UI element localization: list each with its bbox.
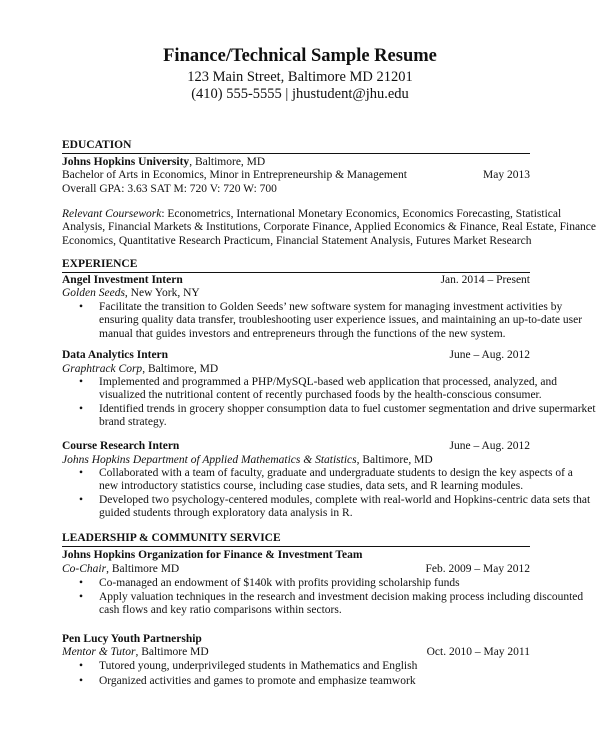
bullet-icon: • bbox=[79, 467, 84, 479]
org-role-line bbox=[62, 562, 179, 576]
education-divider bbox=[62, 153, 530, 154]
job-title: Data Analytics Intern bbox=[62, 349, 169, 361]
job-location: , New York, NY bbox=[124, 287, 200, 299]
org-role-line bbox=[62, 645, 209, 659]
org-location: , Baltimore MD bbox=[135, 646, 209, 658]
leadership-divider bbox=[62, 546, 530, 547]
address-line: 123 Main Street, Baltimore MD 21201 bbox=[187, 69, 413, 85]
bullet-icon: • bbox=[79, 301, 84, 313]
job-bullet bbox=[99, 403, 596, 430]
org-date: Oct. 2010 – May 2011 bbox=[426, 646, 530, 658]
bullet-line: visualized the nutritional content of recently purchased foods by the health-conscious consumer. bbox=[99, 389, 542, 402]
job-date: June – Aug. 2012 bbox=[449, 349, 530, 361]
job-bullet bbox=[99, 494, 590, 521]
job-org-line bbox=[62, 362, 218, 376]
org-bullet bbox=[99, 591, 583, 618]
job-org: Johns Hopkins Department of Applied Mathematics & Statistics bbox=[62, 454, 357, 466]
org-bullet bbox=[99, 577, 460, 590]
school-location: , Baltimore, MD bbox=[189, 156, 266, 168]
leadership-heading: LEADERSHIP & COMMUNITY SERVICE bbox=[62, 532, 281, 544]
bullet-line: Organized activities and games to promote and emphasize teamwork bbox=[99, 675, 416, 687]
coursework-text: : Econometrics, International Monetary Economics, Economics Forecasting, Statistical bbox=[161, 208, 562, 220]
bullet-line: Developed two psychology-centered modules, complete with real-world and Hopkins-centric data sets that bbox=[99, 494, 591, 506]
coursework-line-2: Analysis, Financial Markets & Institutions, Corporate Finance, Applied Economics & Finance, Real Estate, Finance bbox=[62, 221, 597, 233]
education-gpa: Overall GPA: 3.63 SAT M: 720 V: 720 W: 700 bbox=[62, 183, 277, 195]
job-bullet bbox=[99, 467, 573, 494]
bullet-line: manual that guides investors and entrepreneurs through the functions of the new system. bbox=[99, 327, 506, 340]
job-date: June – Aug. 2012 bbox=[449, 440, 530, 452]
org-date: Feb. 2009 – May 2012 bbox=[425, 563, 530, 575]
bullet-icon: • bbox=[79, 403, 84, 415]
org-location: , Baltimore MD bbox=[106, 563, 180, 575]
job-org: Golden Seeds bbox=[62, 287, 125, 299]
education-degree: Bachelor of Arts in Economics, Minor in Entrepreneurship & Management bbox=[62, 169, 407, 181]
job-location: , Baltimore, MD bbox=[356, 454, 433, 466]
bullet-line: ensuring quality data transfer, troubleshooting user experience issues, and maintaining an up-to-date user bbox=[99, 314, 583, 327]
bullet-icon: • bbox=[79, 660, 84, 672]
job-org-line bbox=[62, 453, 433, 467]
bullet-line: Collaborated with a team of faculty, graduate and undergraduate students to design the key aspects of a bbox=[99, 467, 573, 479]
bullet-line: Implemented and programmed a PHP/MySQL-based web application that processed, analyzed, and bbox=[99, 376, 557, 388]
coursework-line-3: Economics, Quantitative Research Practicum, Financial Statement Analysis, Futures Market Research bbox=[62, 235, 532, 247]
job-bullet bbox=[99, 301, 582, 341]
job-org: Graphtrack Corp bbox=[62, 363, 143, 375]
org-role: Mentor & Tutor bbox=[62, 646, 136, 658]
education-heading: EDUCATION bbox=[62, 139, 132, 151]
education-date: May 2013 bbox=[483, 169, 530, 181]
bullet-icon: • bbox=[79, 494, 84, 506]
coursework-line-1 bbox=[62, 207, 561, 221]
contact-line: (410) 555-5555 | jhustudent@jhu.edu bbox=[191, 86, 409, 102]
job-location: , Baltimore, MD bbox=[142, 363, 219, 375]
bullet-line: brand strategy. bbox=[99, 416, 167, 429]
bullet-icon: • bbox=[79, 675, 84, 687]
job-org-line bbox=[62, 286, 200, 300]
coursework-label: Relevant Coursework bbox=[62, 208, 162, 220]
bullet-icon: • bbox=[79, 577, 84, 589]
bullet-icon: • bbox=[79, 591, 84, 603]
school-name: Johns Hopkins University bbox=[62, 156, 190, 168]
org-name: Johns Hopkins Organization for Finance & Investment Team bbox=[62, 549, 363, 561]
bullet-icon: • bbox=[79, 376, 84, 388]
bullet-line: Co-managed an endowment of $140k with profits providing scholarship funds bbox=[99, 577, 460, 589]
bullet-line: Identified trends in grocery shopper consumption data to fuel customer segmentation and drive supermarket bbox=[99, 403, 596, 415]
org-bullet bbox=[99, 675, 416, 688]
job-title: Course Research Intern bbox=[62, 440, 180, 452]
education-school-line bbox=[62, 155, 265, 169]
bullet-line: Apply valuation techniques in the research and investment decision making process including discounted bbox=[99, 591, 584, 603]
bullet-line: new introductory statistics course, including case studies, data sets, and R learning modules. bbox=[99, 480, 524, 493]
org-name: Pen Lucy Youth Partnership bbox=[62, 633, 202, 645]
org-bullet bbox=[99, 660, 417, 673]
experience-heading: EXPERIENCE bbox=[62, 258, 138, 270]
resume-title: Finance/Technical Sample Resume bbox=[163, 46, 437, 66]
job-title: Angel Investment Intern bbox=[62, 274, 183, 286]
job-bullet bbox=[99, 376, 557, 403]
bullet-line: Tutored young, underprivileged students in Mathematics and English bbox=[99, 660, 418, 672]
bullet-line: Facilitate the transition to Golden Seeds’ new software system for managing investment activities by bbox=[99, 301, 563, 313]
org-role: Co-Chair bbox=[62, 563, 107, 575]
job-date: Jan. 2014 – Present bbox=[440, 274, 530, 286]
bullet-line: guided students through exploratory data analysis in R. bbox=[99, 507, 353, 520]
bullet-line: cash flows and key ratio comparisons within sectors. bbox=[99, 604, 342, 617]
